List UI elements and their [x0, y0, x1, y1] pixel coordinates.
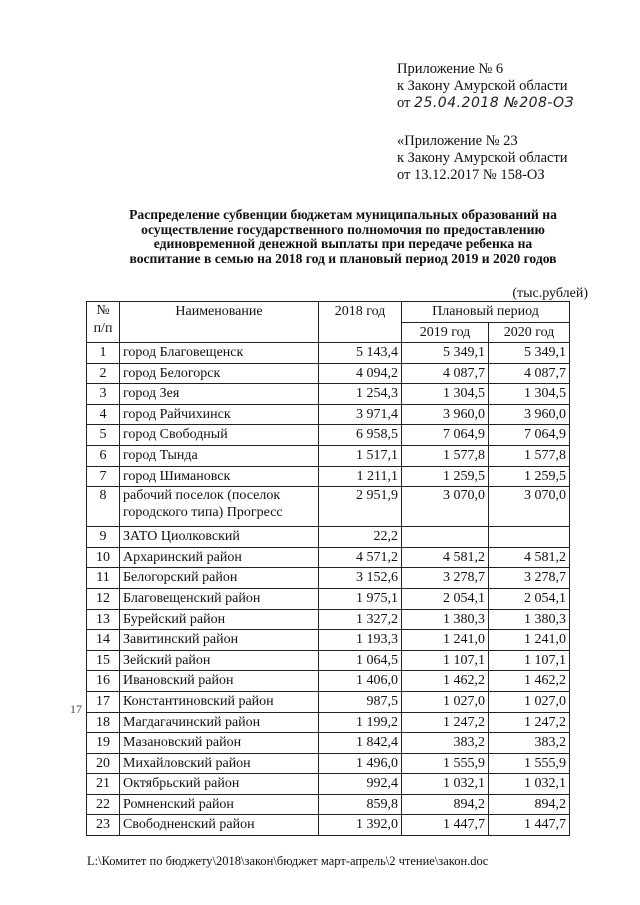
cell-2018: 1 392,0 [319, 815, 402, 836]
cell-2018: 1 517,1 [319, 445, 402, 466]
cell-2019: 5 349,1 [402, 343, 489, 364]
cell-2019: 2 054,1 [402, 588, 489, 609]
cell-2020: 894,2 [489, 794, 570, 815]
handwritten-date-number: 25.04.2018 №208-ОЗ [414, 95, 574, 111]
table-row [87, 425, 570, 446]
cell-num: 6 [87, 445, 120, 466]
cell-name: Ивановский район [120, 671, 319, 692]
table-row [87, 671, 570, 692]
cell-2019: 1 107,1 [402, 650, 489, 671]
cell-2020: 1 259,5 [489, 466, 570, 487]
cell-num: 21 [87, 774, 120, 795]
cell-2018: 859,8 [319, 794, 402, 815]
table-row [87, 384, 570, 405]
cell-2018: 1 199,2 [319, 712, 402, 733]
cell-2020 [489, 527, 570, 548]
subvention-table [86, 301, 570, 836]
appendix-6-date-prefix: от [397, 95, 411, 111]
cell-2020: 1 032,1 [489, 774, 570, 795]
cell-num: 5 [87, 425, 120, 446]
table-row [87, 774, 570, 795]
cell-name: ЗАТО Циолковский [120, 527, 319, 548]
header-2018: 2018 год [319, 302, 402, 343]
title-line-2: осуществление государственного полномочия по предоставлению [141, 221, 545, 237]
cell-2019: 1 032,1 [402, 774, 489, 795]
cell-num: 3 [87, 384, 120, 405]
cell-2018: 1 496,0 [319, 753, 402, 774]
cell-2019: 1 447,7 [402, 815, 489, 836]
cell-name: Константиновский район [120, 691, 319, 712]
table-row [87, 404, 570, 425]
cell-num: 18 [87, 712, 120, 733]
cell-2019: 1 555,9 [402, 753, 489, 774]
appendix-6-law: к Закону Амурской области [397, 78, 568, 94]
cell-num: 11 [87, 568, 120, 589]
cell-name: город Благовещенск [120, 343, 319, 364]
cell-2018: 1 975,1 [319, 588, 402, 609]
cell-num: 12 [87, 588, 120, 609]
cell-2019: 1 304,5 [402, 384, 489, 405]
cell-name: город Свободный [120, 425, 319, 446]
header-num: № п/п [87, 302, 120, 343]
cell-num: 4 [87, 404, 120, 425]
cell-2020: 1 447,7 [489, 815, 570, 836]
title-line-1: Распределение субвенции бюджетам муниципальных образований на [129, 207, 557, 222]
cell-2019: 7 064,9 [402, 425, 489, 446]
cell-2019: 1 259,5 [402, 466, 489, 487]
cell-num: 7 [87, 466, 120, 487]
cell-name: Архаринский район [120, 547, 319, 568]
cell-2018: 1 406,0 [319, 671, 402, 692]
cell-2018: 1 193,3 [319, 630, 402, 651]
cell-2019: 1 241,0 [402, 630, 489, 651]
cell-name: Октябрьский район [120, 774, 319, 795]
header-2019: 2019 год [402, 323, 489, 343]
cell-2018: 1 064,5 [319, 650, 402, 671]
cell-2019: 3 070,0 [402, 487, 489, 527]
cell-2018: 3 971,4 [319, 404, 402, 425]
cell-num: 10 [87, 547, 120, 568]
cell-2018: 2 951,9 [319, 487, 402, 527]
table-row [87, 691, 570, 712]
cell-num: 14 [87, 630, 120, 651]
cell-name: Ромненский район [120, 794, 319, 815]
cell-2019: 3 960,0 [402, 404, 489, 425]
cell-2019: 1 027,0 [402, 691, 489, 712]
cell-name: город Райчихинск [120, 404, 319, 425]
cell-num: 2 [87, 363, 120, 384]
cell-name: Завитинский район [120, 630, 319, 651]
cell-2020: 2 054,1 [489, 588, 570, 609]
appendix-23-law: к Закону Амурской области [397, 150, 568, 166]
cell-2019: 1 380,3 [402, 609, 489, 630]
table-row [87, 445, 570, 466]
cell-2020: 1 304,5 [489, 384, 570, 405]
cell-2018: 5 143,4 [319, 343, 402, 364]
table-row [87, 466, 570, 487]
title-line-4: воспитание в семью на 2018 год и плановый период 2019 и 2020 годов [129, 250, 557, 266]
title-line-3: единовременной денежной выплаты при передаче ребенка на [153, 236, 533, 251]
cell-name: рабочий поселок (поселок городского типа) Прогресс [120, 487, 319, 527]
cell-num: 9 [87, 527, 120, 548]
cell-2019: 1 247,2 [402, 712, 489, 733]
cell-num: 15 [87, 650, 120, 671]
cell-name: Белогорский район [120, 568, 319, 589]
cell-name: Бурейский район [120, 609, 319, 630]
cell-num: 16 [87, 671, 120, 692]
cell-num: 23 [87, 815, 120, 836]
cell-num: 13 [87, 609, 120, 630]
cell-2018: 1 327,2 [319, 609, 402, 630]
appendix-23-date: от 13.12.2017 № 158-ОЗ [397, 167, 545, 183]
cell-num: 17 [87, 691, 120, 712]
cell-num: 8 [87, 487, 120, 527]
table-row [87, 527, 570, 548]
cell-name: Мазановский район [120, 733, 319, 754]
cell-2018: 987,5 [319, 691, 402, 712]
table-row [87, 343, 570, 364]
cell-2019 [402, 527, 489, 548]
cell-2019: 4 581,2 [402, 547, 489, 568]
cell-name: город Зея [120, 384, 319, 405]
cell-2020: 1 555,9 [489, 753, 570, 774]
cell-2020: 4 581,2 [489, 547, 570, 568]
cell-2018: 1 842,4 [319, 733, 402, 754]
cell-2019: 1 577,8 [402, 445, 489, 466]
appendix-6-block [397, 61, 574, 112]
cell-2020: 3 070,0 [489, 487, 570, 527]
cell-2020: 1 380,3 [489, 609, 570, 630]
cell-name: город Шимановск [120, 466, 319, 487]
appendix-23-title: «Приложение № 23 [397, 133, 518, 149]
cell-name: Михайловский район [120, 753, 319, 774]
table-header-row [87, 302, 570, 323]
cell-2020: 1 107,1 [489, 650, 570, 671]
cell-2018: 3 152,6 [319, 568, 402, 589]
table-row [87, 547, 570, 568]
table-row [87, 363, 570, 384]
cell-2018: 4 094,2 [319, 363, 402, 384]
cell-num: 1 [87, 343, 120, 364]
units-label: (тыс.рублей) [512, 286, 588, 301]
table-row [87, 487, 570, 527]
cell-name: Магдагачинский район [120, 712, 319, 733]
cell-2020: 3 278,7 [489, 568, 570, 589]
table-row [87, 712, 570, 733]
cell-num: 20 [87, 753, 120, 774]
document-title [88, 208, 598, 266]
table-row [87, 630, 570, 651]
cell-2018: 6 958,5 [319, 425, 402, 446]
table-row [87, 815, 570, 836]
cell-2020: 7 064,9 [489, 425, 570, 446]
appendix-6-title: Приложение № 6 [397, 61, 504, 77]
header-name: Наименование [120, 302, 319, 343]
appendix-23-block [397, 133, 568, 184]
cell-name: Свободненский район [120, 815, 319, 836]
cell-num: 22 [87, 794, 120, 815]
cell-name: Зейский район [120, 650, 319, 671]
header-planned-period: Плановый период [402, 302, 570, 323]
file-path-footer: L:\Комитет по бюджету\2018\закон\бюджет март-апрель\2 чтение\закон.doc [87, 854, 489, 868]
cell-2018: 1 254,3 [319, 384, 402, 405]
table-row [87, 794, 570, 815]
cell-2018: 1 211,1 [319, 466, 402, 487]
cell-2020: 1 577,8 [489, 445, 570, 466]
cell-name: город Тында [120, 445, 319, 466]
cell-2020: 4 087,7 [489, 363, 570, 384]
table-row [87, 568, 570, 589]
table-body [87, 343, 570, 836]
cell-2020: 1 247,2 [489, 712, 570, 733]
cell-2019: 383,2 [402, 733, 489, 754]
cell-2020: 383,2 [489, 733, 570, 754]
header-2020: 2020 год [489, 323, 570, 343]
appendix-6-date [397, 95, 574, 112]
table-row [87, 733, 570, 754]
table-row [87, 753, 570, 774]
cell-2020: 3 960,0 [489, 404, 570, 425]
cell-2020: 5 349,1 [489, 343, 570, 364]
cell-2020: 1 462,2 [489, 671, 570, 692]
cell-2019: 1 462,2 [402, 671, 489, 692]
margin-mark: 17 [70, 702, 82, 716]
table-row [87, 609, 570, 630]
cell-name: Благовещенский район [120, 588, 319, 609]
cell-2019: 4 087,7 [402, 363, 489, 384]
cell-2020: 1 241,0 [489, 630, 570, 651]
table-row [87, 650, 570, 671]
table-row [87, 588, 570, 609]
cell-2018: 22,2 [319, 527, 402, 548]
cell-num: 19 [87, 733, 120, 754]
cell-2018: 992,4 [319, 774, 402, 795]
cell-2019: 894,2 [402, 794, 489, 815]
cell-2020: 1 027,0 [489, 691, 570, 712]
cell-2018: 4 571,2 [319, 547, 402, 568]
cell-name: город Белогорск [120, 363, 319, 384]
cell-2019: 3 278,7 [402, 568, 489, 589]
